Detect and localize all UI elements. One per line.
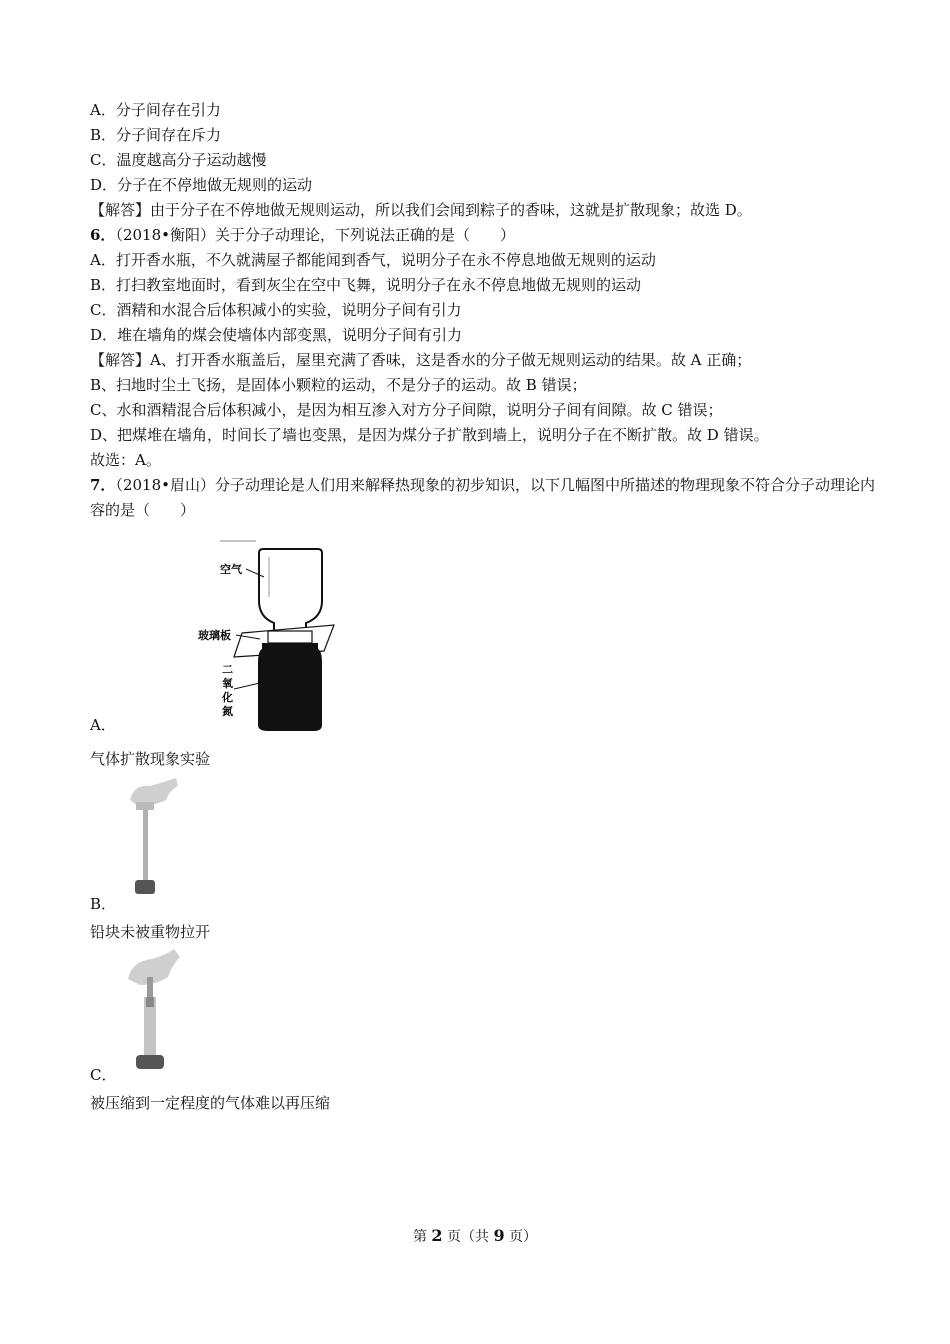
q6-number: 6． xyxy=(90,226,116,244)
q5-answer: 【解答】由于分子在不停地做无规则运动，所以我们会闻到粽子的香味，这就是扩散现象；故选 D。 xyxy=(90,201,752,219)
label-dan: 氮 xyxy=(222,705,233,718)
q6-answer-line-3: C、水和酒精混合后体积减小，是因为相互渗入对方分子间隙，说明分子间有间隙。故 C 错误； xyxy=(90,401,723,419)
gas-diffusion-diagram xyxy=(138,539,338,735)
figure-c-letter: C． xyxy=(90,1066,117,1084)
figure-c xyxy=(90,949,880,1084)
figure-a-letter: A． xyxy=(90,716,116,734)
q6-answer-line-2: B、扫地时尘土飞扬，是固体小颗粒的运动，不是分子的运动。故 B 错误； xyxy=(90,376,587,394)
q6-option-b: B．打扫教室地面时，看到灰尘在空中飞舞，说明分子在永不停息地做无规则的运动 xyxy=(90,276,642,294)
label-er: 二 xyxy=(222,663,233,676)
figure-b-caption: 铅块未被重物拉开 xyxy=(90,923,211,941)
q5-option-d: D．分子在不停地做无规则的运动 xyxy=(90,176,313,194)
q6-answer-line-4: D、把煤堆在墙角，时间长了墙也变黑，是因为煤分子扩散到墙上，说明分子在不断扩散。故 D 错误。 xyxy=(90,426,769,444)
figure-b-letter: B． xyxy=(90,895,117,913)
footer-page-number: 2 xyxy=(431,1226,443,1245)
q6-option-c: C．酒精和水混合后体积减小的实验，说明分子间有引力 xyxy=(90,301,462,319)
q5-option-b: B．分子间存在斥力 xyxy=(90,126,222,144)
page-footer xyxy=(0,1226,950,1246)
footer-prefix: 第 xyxy=(412,1229,432,1245)
q6-answer-line-1: 【解答】A、打开香水瓶盖后，屋里充满了香味，这是香水的分子做无规则运动的结果。故 A 正确； xyxy=(90,351,752,369)
footer-middle: 页（共 xyxy=(442,1229,494,1245)
label-glass-plate: 玻璃板 xyxy=(198,629,231,642)
q6-stem-text: （2018•衡阳）关于分子动理论，下列说法正确的是（ ） xyxy=(115,226,515,244)
q6-stem xyxy=(90,223,880,248)
label-yang: 氧 xyxy=(222,677,233,690)
q7-stem xyxy=(90,473,880,523)
q5-option-a: A．分子间存在引力 xyxy=(90,101,221,119)
label-air: 空气 xyxy=(220,563,242,576)
label-hua: 化 xyxy=(222,691,233,704)
q6-option-a: A．打开香水瓶，不久就满屋子都能闻到香气，说明分子在永不停息地做无规则的运动 xyxy=(90,251,656,269)
compressed-gas-diagram xyxy=(120,949,200,1073)
document-page xyxy=(90,98,880,1116)
q6-option-d: D．堆在墙角的煤会使墙体内部变黑，说明分子间有引力 xyxy=(90,326,463,344)
footer-total-pages: 9 xyxy=(493,1226,505,1245)
q7-stem-text: （2018•眉山）分子动理论是人们用来解释热现象的初步知识，以下几幅图中所描述的物理现象不符合分子动理论内容的是（ ） xyxy=(90,476,875,519)
figure-c-caption: 被压缩到一定程度的气体难以再压缩 xyxy=(90,1094,331,1112)
q6-answer-line-5: 故选：A。 xyxy=(90,451,161,469)
q5-option-c: C．温度越高分子运动越慢 xyxy=(90,151,267,169)
figure-a xyxy=(90,539,880,735)
figure-a-caption: 气体扩散现象实验 xyxy=(90,750,211,768)
q7-number: 7． xyxy=(90,476,116,494)
figure-b xyxy=(90,776,880,913)
footer-suffix: 页） xyxy=(504,1229,538,1245)
lead-blocks-diagram xyxy=(120,776,190,900)
